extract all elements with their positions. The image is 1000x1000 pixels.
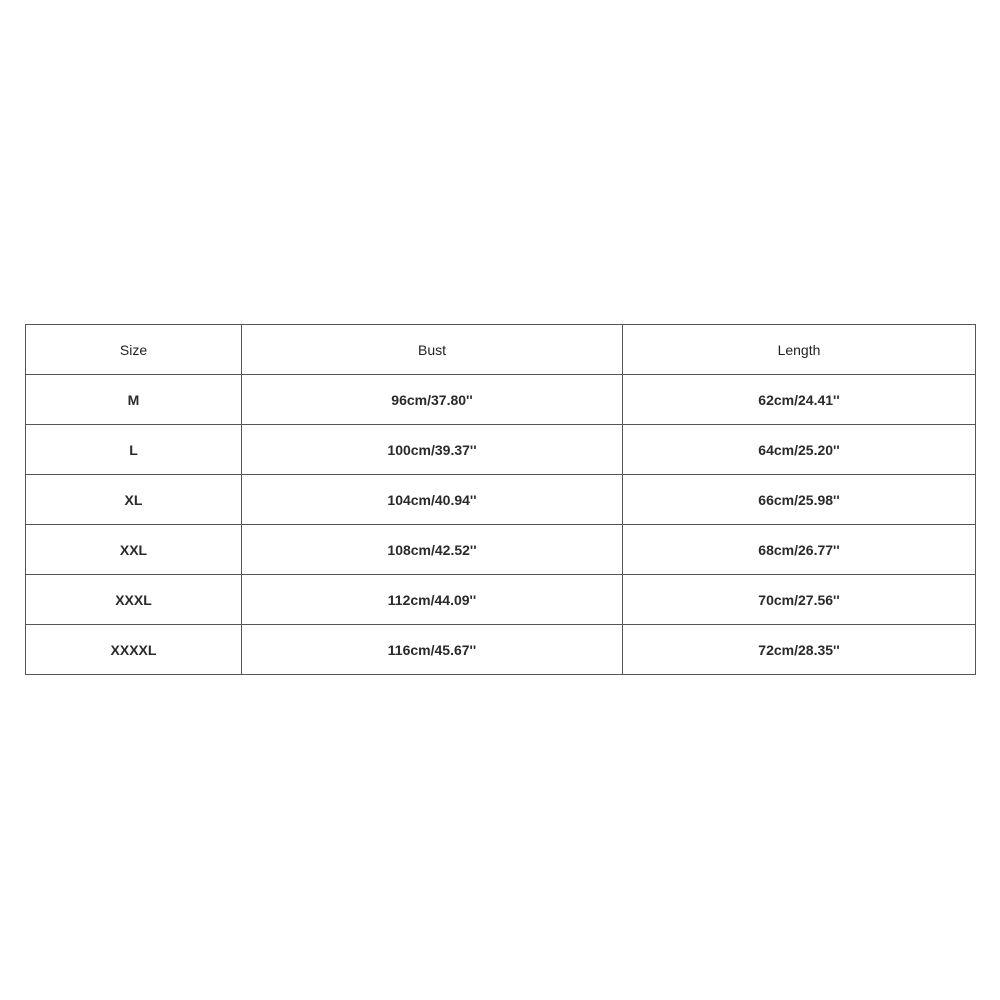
- size-cell: XXL: [26, 525, 242, 575]
- size-cell: XXXL: [26, 575, 242, 625]
- header-length: Length: [623, 325, 976, 375]
- table-row: [26, 625, 976, 675]
- header-bust: Bust: [242, 325, 623, 375]
- bust-cell: 104cm/40.94'': [242, 475, 623, 525]
- bust-cell: 100cm/39.37'': [242, 425, 623, 475]
- length-cell: 62cm/24.41'': [623, 375, 976, 425]
- bust-cell: 116cm/45.67'': [242, 625, 623, 675]
- header-size: Size: [26, 325, 242, 375]
- table-row: [26, 575, 976, 625]
- bust-cell: 112cm/44.09'': [242, 575, 623, 625]
- length-cell: 72cm/28.35'': [623, 625, 976, 675]
- size-cell: M: [26, 375, 242, 425]
- size-cell: L: [26, 425, 242, 475]
- table-row: [26, 375, 976, 425]
- table-row: [26, 475, 976, 525]
- bust-cell: 108cm/42.52'': [242, 525, 623, 575]
- table-row: [26, 525, 976, 575]
- table-row: [26, 425, 976, 475]
- bust-cell: 96cm/37.80'': [242, 375, 623, 425]
- length-cell: 64cm/25.20'': [623, 425, 976, 475]
- size-chart-table: [25, 324, 976, 675]
- size-cell: XXXXL: [26, 625, 242, 675]
- size-cell: XL: [26, 475, 242, 525]
- length-cell: 66cm/25.98'': [623, 475, 976, 525]
- length-cell: 68cm/26.77'': [623, 525, 976, 575]
- length-cell: 70cm/27.56'': [623, 575, 976, 625]
- table-header-row: [26, 325, 976, 375]
